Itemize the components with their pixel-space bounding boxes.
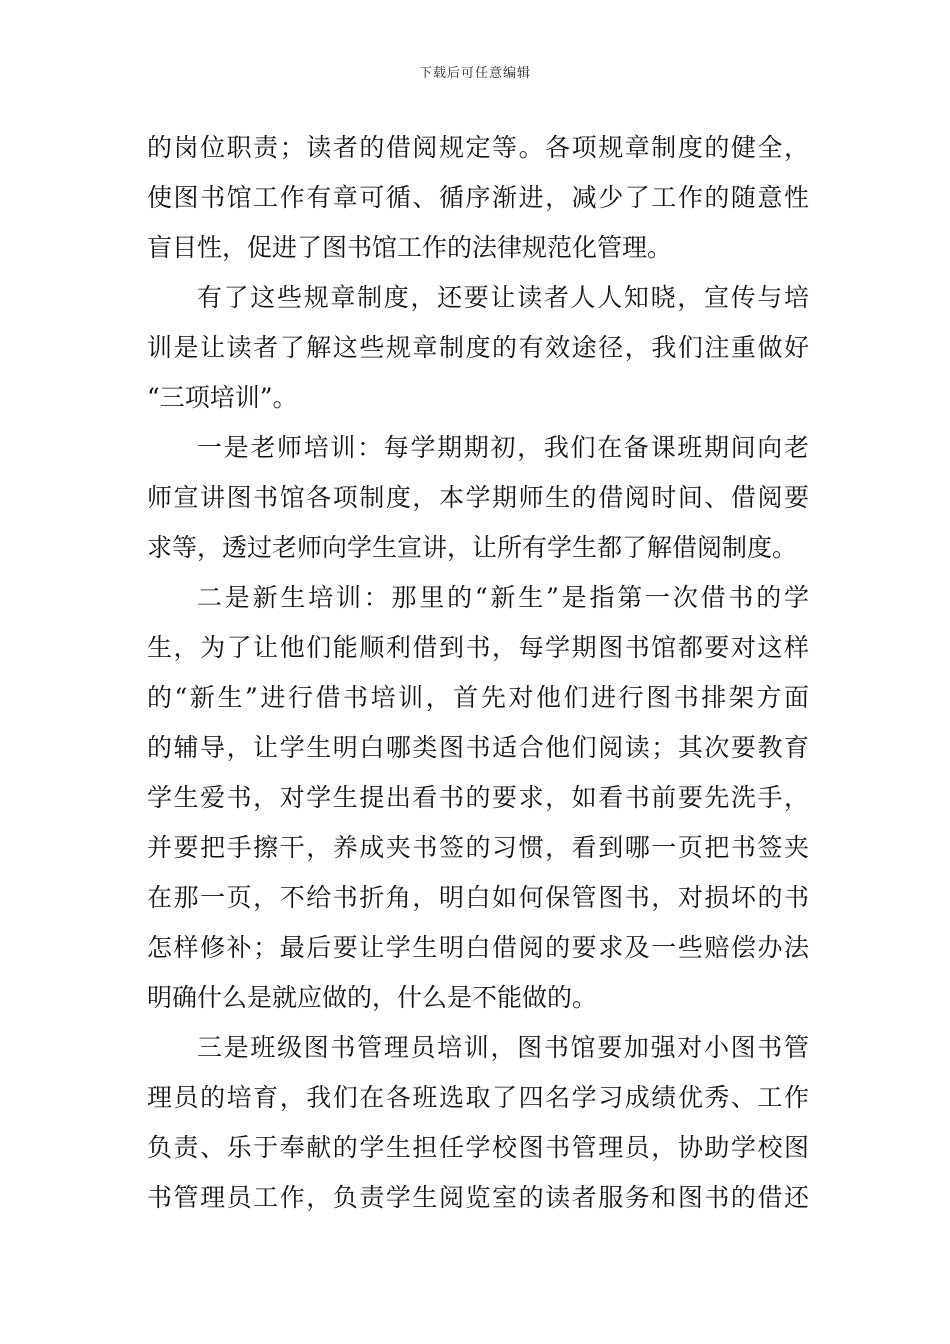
text-line: 负责、乐于奉献的学生担任学校图书管理员，协助学校图 bbox=[147, 1133, 809, 1162]
text-line: 明确什么是就应做的，什么是不能做的。 bbox=[147, 983, 598, 1012]
text-line: 在那一页，不给书折角，明白如何保管图书，对损坏的书 bbox=[147, 883, 809, 912]
text-line: 盲目性，促进了图书馆工作的法律规范化管理。 bbox=[147, 233, 673, 262]
text-line: “三项培训”。 bbox=[147, 383, 298, 412]
paragraph-2 bbox=[147, 273, 809, 423]
text-line: 二是新生培训：那里的“新生”是指第一次借书的学 bbox=[197, 583, 809, 612]
page-header-note: 下载后可任意编辑 bbox=[418, 66, 531, 81]
paragraph-4 bbox=[147, 573, 809, 1023]
text-line: 理员的培育，我们在各班选取了四名学习成绩优秀、工作 bbox=[147, 1083, 809, 1112]
text-line: 有了这些规章制度，还要让读者人人知晓，宣传与培 bbox=[197, 283, 809, 312]
text-line: 师宣讲图书馆各项制度，本学期师生的借阅时间、借阅要 bbox=[147, 483, 809, 512]
paragraph-5 bbox=[147, 1023, 809, 1223]
paragraph-3 bbox=[147, 423, 809, 573]
text-line: 的岗位职责；读者的借阅规定等。各项规章制度的健全， bbox=[147, 133, 809, 162]
text-line: 的辅导，让学生明白哪类图书适合他们阅读；其次要教育 bbox=[147, 733, 809, 762]
text-line: 求等，透过老师向学生宣讲，让所有学生都了解借阅制度。 bbox=[147, 533, 798, 562]
text-line: 并要把手擦干，养成夹书签的习惯，看到哪一页把书签夹 bbox=[147, 833, 809, 862]
text-line: 的“新生”进行借书培训，首先对他们进行图书排架方面 bbox=[147, 683, 809, 712]
text-line: 生，为了让他们能顺利借到书，每学期图书馆都要对这样 bbox=[147, 633, 809, 662]
text-line: 训是让读者了解这些规章制度的有效途径，我们注重做好 bbox=[147, 333, 809, 362]
paragraph-1 bbox=[147, 123, 809, 273]
text-line: 学生爱书，对学生提出看书的要求，如看书前要先洗手， bbox=[147, 783, 809, 812]
text-line: 一是老师培训：每学期期初，我们在备课班期间向老 bbox=[197, 433, 809, 462]
text-line: 三是班级图书管理员培训，图书馆要加强对小图书管 bbox=[197, 1033, 809, 1062]
document-body bbox=[147, 123, 809, 1223]
text-line: 使图书馆工作有章可循、循序渐进，减少了工作的随意性 bbox=[147, 183, 809, 212]
text-line: 书管理员工作，负责学生阅览室的读者服务和图书的借还 bbox=[147, 1183, 809, 1212]
text-line: 怎样修补；最后要让学生明白借阅的要求及一些赔偿办法 bbox=[147, 933, 809, 962]
